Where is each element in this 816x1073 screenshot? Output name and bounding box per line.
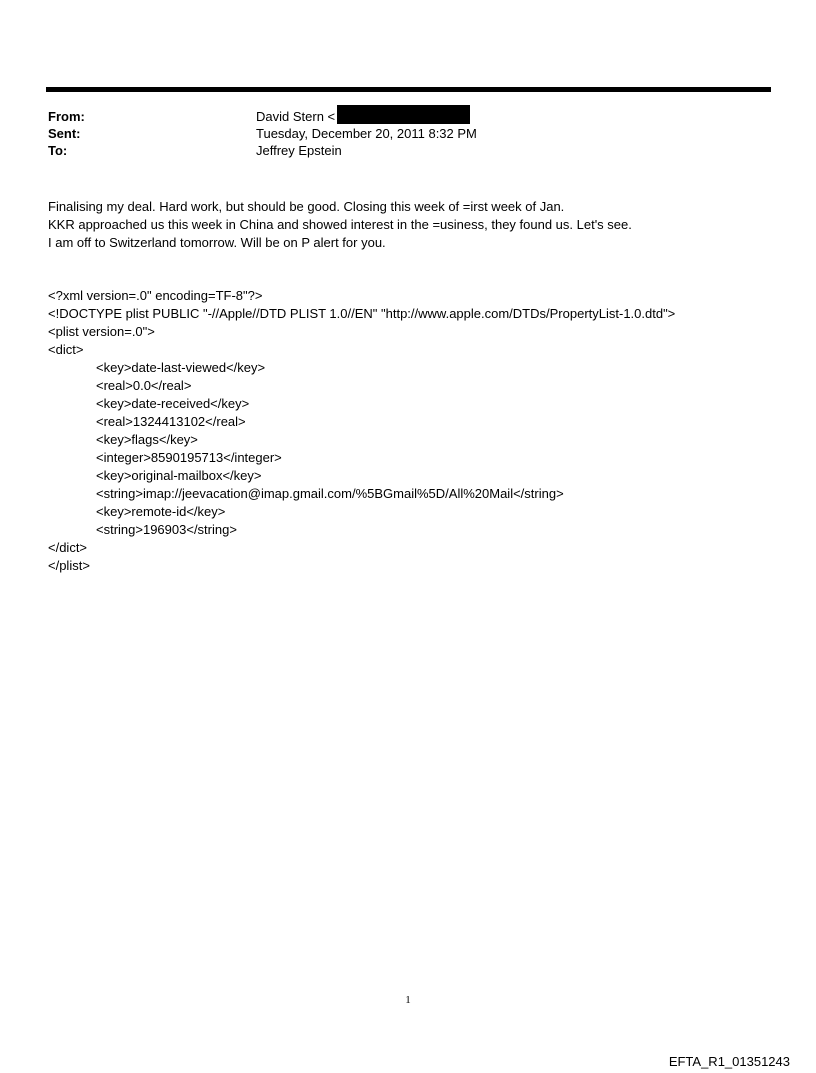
plist-line: <!DOCTYPE plist PUBLIC "-//Apple//DTD PLIST 1.0//EN" "http://www.apple.com/DTDs/PropertyList-1.0.dtd"> xyxy=(48,306,676,321)
sent-label: Sent: xyxy=(48,126,81,141)
body-line: I am off to Switzerland tomorrow. Will be on P alert for you. xyxy=(48,235,386,250)
plist-line: <key>date-last-viewed</key> xyxy=(96,360,266,375)
plist-line: <real>0.0</real> xyxy=(96,378,192,393)
plist-line: <key>original-mailbox</key> xyxy=(96,468,262,483)
plist-line: <string>imap://jeevacation@imap.gmail.com/%5BGmail%5D/All%20Mail</string> xyxy=(96,486,564,501)
to-row xyxy=(48,142,748,159)
document-id: EFTA_R1_01351243 xyxy=(668,1054,790,1069)
plist-line: <string>196903</string> xyxy=(96,522,237,537)
plist-line: <dict> xyxy=(48,342,84,357)
sent-row xyxy=(48,125,748,142)
to-label: To: xyxy=(48,143,68,158)
email-body xyxy=(48,198,768,252)
from-row xyxy=(48,108,748,125)
body-line: KKR approached us this week in China and showed interest in the =usiness, they found us. Let's see. xyxy=(48,217,632,232)
from-label: From: xyxy=(48,109,85,124)
plist-block xyxy=(48,287,768,575)
from-value xyxy=(256,107,470,126)
plist-line: </dict> xyxy=(48,540,88,555)
plist-line: <real>1324413102</real> xyxy=(96,414,246,429)
sent-value: Tuesday, December 20, 2011 8:32 PM xyxy=(256,126,477,141)
page-number: 1 xyxy=(405,994,411,1006)
header-divider xyxy=(46,87,771,92)
plist-line: <integer>8590195713</integer> xyxy=(96,450,282,465)
plist-line: <key>date-received</key> xyxy=(96,396,250,411)
email-header xyxy=(48,108,748,159)
plist-line: <plist version=.0"> xyxy=(48,324,155,339)
body-line: Finalising my deal. Hard work, but should be good. Closing this week of =irst week of Jan. xyxy=(48,199,565,214)
to-value: Jeffrey Epstein xyxy=(256,143,342,158)
from-sender: David Stern < xyxy=(256,109,336,124)
plist-line: <?xml version=.0" encoding=TF-8"?> xyxy=(48,288,263,303)
plist-line: <key>flags</key> xyxy=(96,432,198,447)
redaction-block xyxy=(337,105,470,124)
plist-line: </plist> xyxy=(48,558,90,573)
plist-line: <key>remote-id</key> xyxy=(96,504,226,519)
